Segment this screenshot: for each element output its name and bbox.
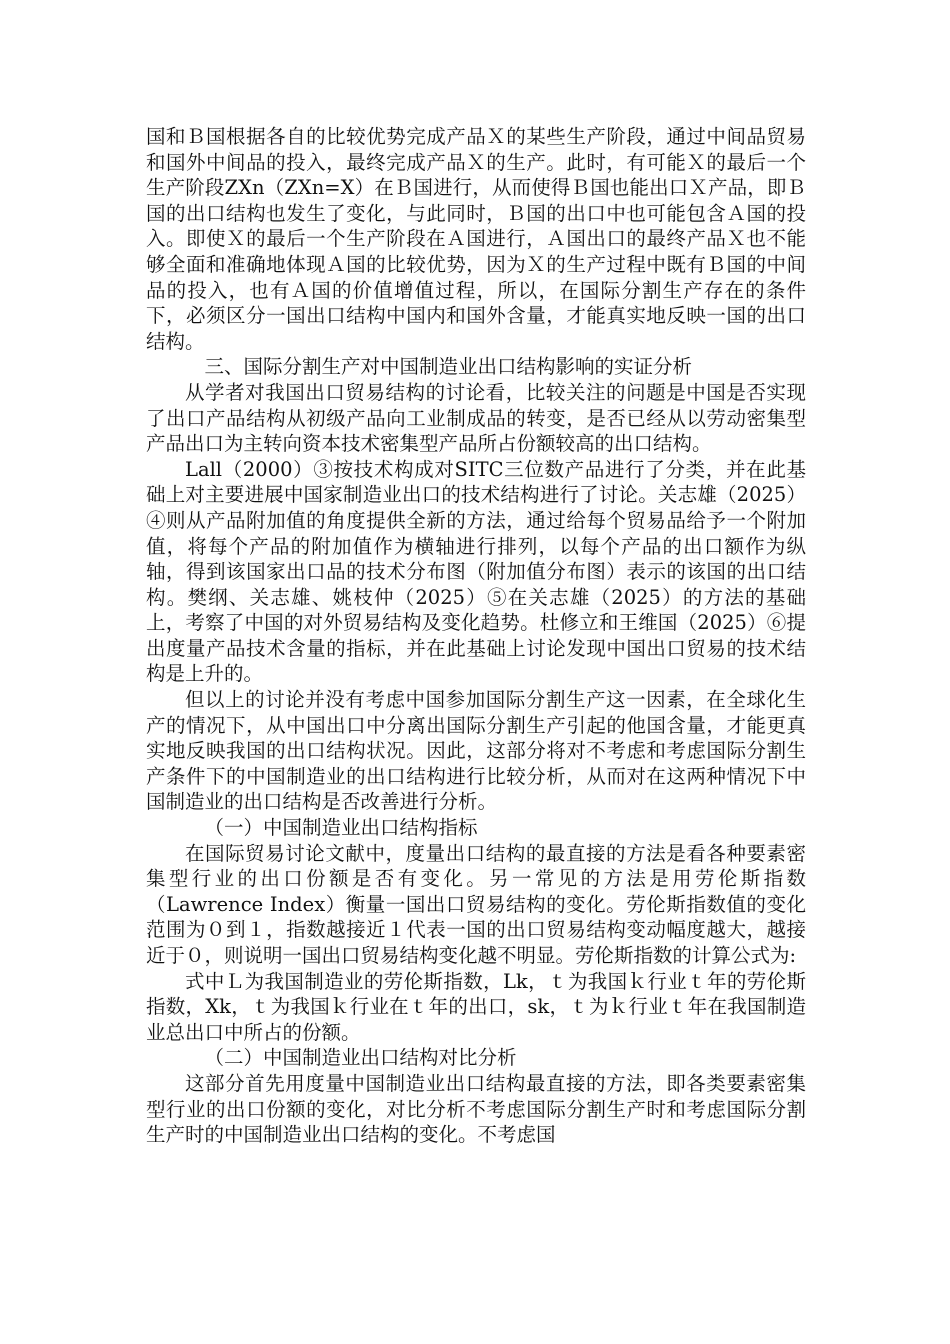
subsection-heading: （二）中国制造业出口结构对比分析 bbox=[204, 1046, 517, 1070]
body-paragraph: 式中Ｌ为我国制造业的劳伦斯指数，Lk，ｔ为我国ｋ行业ｔ年的劳伦斯指数，Xk，ｔ为我国ｋ行业在ｔ年的出口，sk，ｔ为ｋ行业ｔ年在我国制造业总出口中所占的份额。 bbox=[146, 969, 806, 1044]
body-paragraph: 这部分首先用度量中国制造业出口结构最直接的方法，即各类要素密集型行业的出口份额的变化，对比分析不考虑国际分割生产时和考虑国际分割生产时的中国制造业出口结构的变化。不考虑国 bbox=[146, 1071, 806, 1147]
subsection-heading: （一）中国制造业出口结构指标 bbox=[204, 816, 478, 840]
body-paragraph: 从学者对我国出口贸易结构的讨论看，比较关注的问题是中国是否实现了出口产品结构从初级产品向工业制成品的转变，是否已经从以劳动密集型产品出口为主转向资本技术密集型产品所占份额较高的出口结构。 bbox=[146, 380, 806, 456]
body-paragraph: Lall（2000）③按技术构成对SITC三位数产品进行了分类，并在此基础上对主要进展中国家制造业出口的技术结构进行了讨论。关志雄（2025）④则从产品附加值的角度提供全新的方法，通过给每个贸易品给予一个附加值，将每个产品的附加值作为横轴进行排列，以每个产品的出口额作为纵轴，得到该国家出口品的技术分布图（附加值分布图）表示的该国的出口结构。樊纲、关志雄、姚枝仲（2025）⑤在关志雄（2025）的方法的基础上，考察了中国的对外贸易结构及变化趋势。杜修立和王维国（2025）⑥提出度量产品技术含量的指标，并在此基础上讨论发现中国出口贸易的技术结构是上升的。 bbox=[146, 457, 806, 686]
body-paragraph: 在国际贸易讨论文献中，度量出口结构的最直接的方法是看各种要素密集型行业的出口份额是否有变化。另一常见的方法是用劳伦斯指数（Lawrence Index）衡量一国出口贸易结构的变化。劳伦斯指数值的变化范围为０到１，指数越接近１代表一国的出口贸易结构变动幅度越大，越接近于０，则说明一国出口贸易结构变化越不明显。劳伦斯指数的计算公式为: bbox=[146, 841, 806, 967]
section-heading: 三、国际分割生产对中国制造业出口结构影响的实证分析 bbox=[204, 355, 693, 379]
document-body bbox=[146, 124, 806, 1148]
body-paragraph: 国和Ｂ国根据各自的比较优势完成产品Ｘ的某些生产阶段，通过中间品贸易和国外中间品的投入，最终完成产品Ｘ的生产。此时，有可能Ｘ的最后一个生产阶段ZXn（ZXn=X）在Ｂ国进行，从而使得Ｂ国也能出口Ｘ产品，即Ｂ国的出口结构也发生了变化，与此同时，Ｂ国的出口中也可能包含Ａ国的投入。即使Ｘ的最后一个生产阶段在Ａ国进行，Ａ国出口的最终产品Ｘ也不能够全面和准确地体现Ａ国的比较优势，因为Ｘ的生产过程中既有Ｂ国的中间品的投入，也有Ａ国的价值增值过程，所以，在国际分割生产存在的条件下，必须区分一国出口结构中国内和国外含量，才能真实地反映一国的出口结构。 bbox=[146, 125, 806, 353]
body-paragraph: 但以上的讨论并没有考虑中国参加国际分割生产这一因素，在全球化生产的情况下，从中国出口中分离出国际分割生产引起的他国含量，才能更真实地反映我国的出口结构状况。因此，这部分将对不考虑和考虑国际分割生产条件下的中国制造业的出口结构进行比较分析，从而对在这两种情况下中国制造业的出口结构是否改善进行分析。 bbox=[146, 688, 806, 814]
